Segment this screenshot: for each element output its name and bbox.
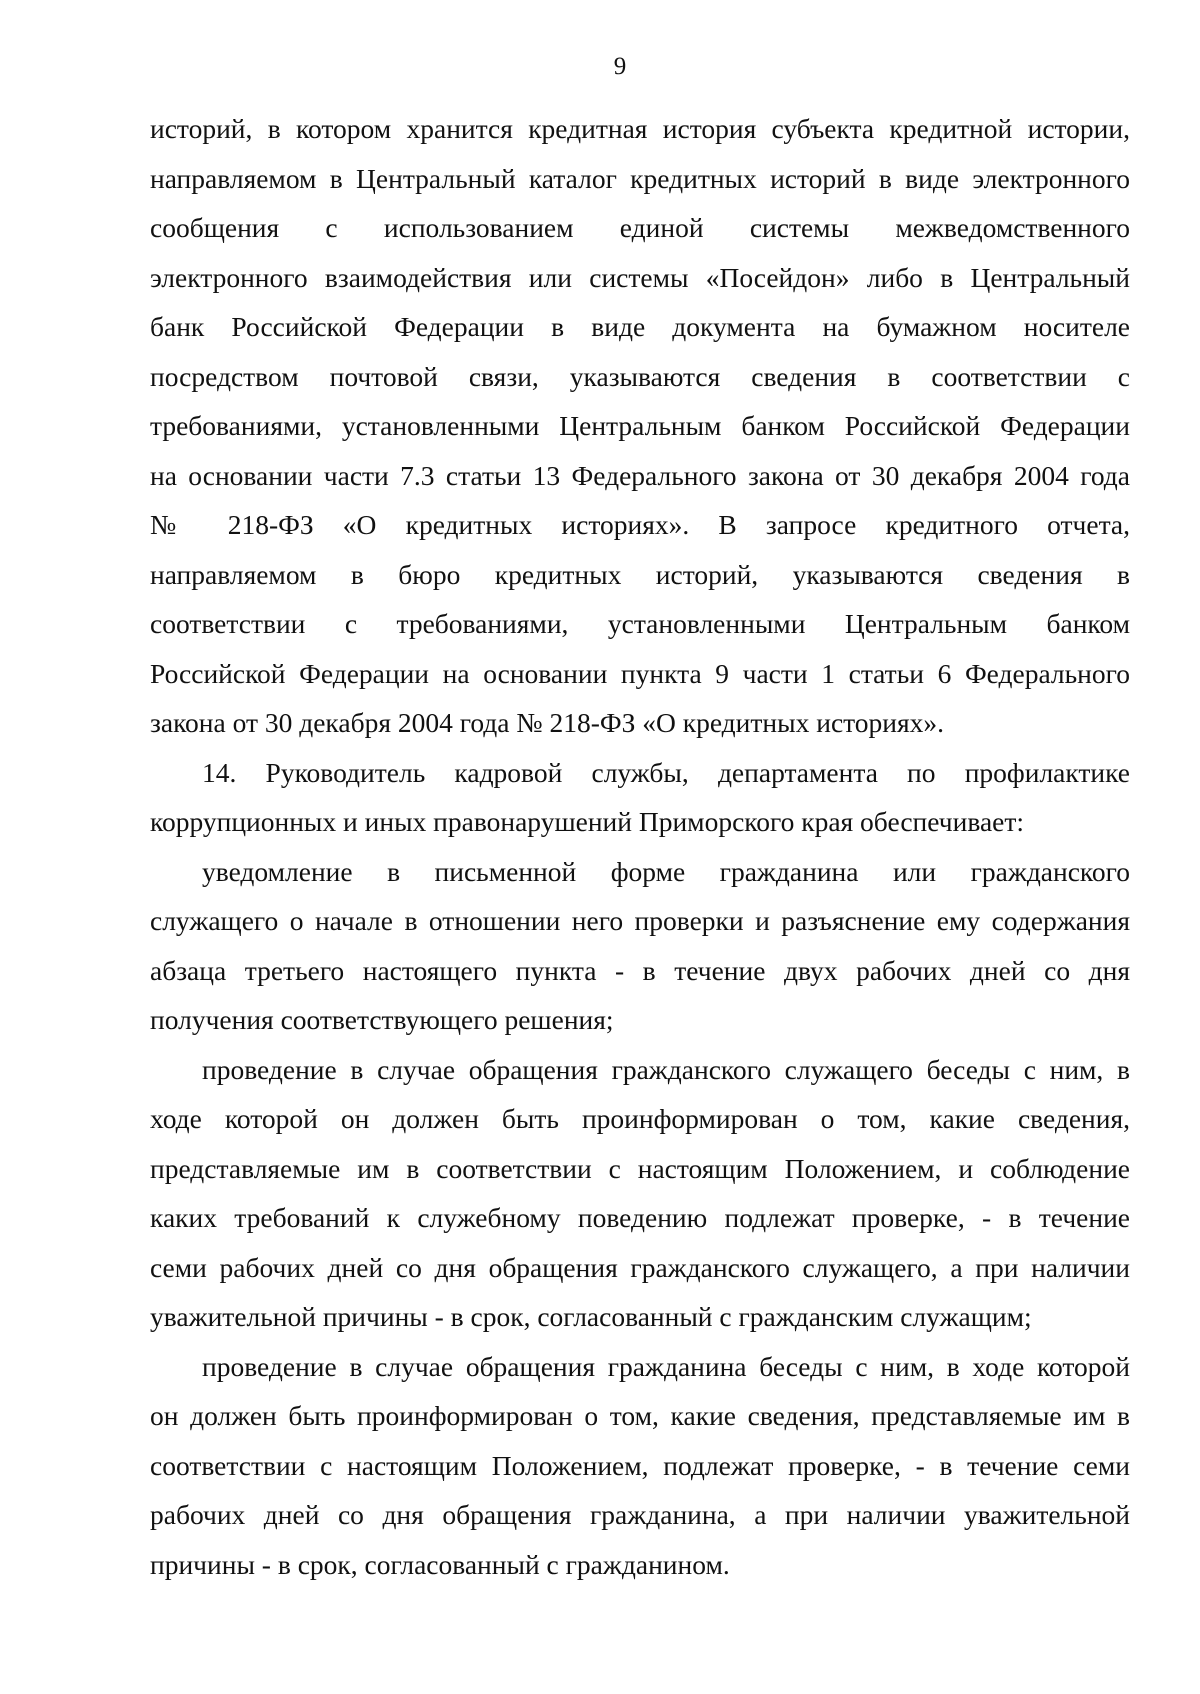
text-line: соответствии с требованиями, установленными Центральным банком [150,608,1130,639]
paragraph [150,1342,1130,1590]
text-line: коррупционных и иных правонарушений Приморского края обеспечивает: [150,806,1025,837]
text-line: закона от 30 декабря 2004 года № 218-ФЗ «О кредитных историях». [150,707,945,738]
text-line: посредством почтовой связи, указываются сведения в соответствии с [150,360,1130,392]
text-line: проведение в случае обращения гражданина беседы с ним, в ходе которой [202,1350,1130,1382]
page-number: 9 [613,53,627,80]
text-line: сообщения с использованием единой системы межведомственного [150,212,1130,243]
text-line: № 218-ФЗ «О кредитных историях». В запросе кредитного отчета, [150,509,1130,540]
text-line: требованиями, установленными Центральным банком Российской Федерации [150,410,1130,441]
text-line: представляемые им в соответствии с настоящим Положением, и соблюдение [150,1152,1130,1184]
text-line: ходе которой он должен быть проинформирован о том, какие сведения, [150,1103,1130,1134]
paragraph-item-14 [150,748,1130,847]
text-line: проведение в случае обращения гражданского служащего беседы с ним, в [202,1053,1130,1085]
text-line: причины - в срок, согласованный с гражданином. [150,1548,730,1580]
text-line: служащего о начале в отношении него проверки и разъяснение ему содержания [150,905,1130,936]
text-line: 14. Руководитель кадровой службы, департамента по профилактике [202,756,1130,788]
text-line: он должен быть проинформирован о том, какие сведения, представляемые им в [150,1400,1130,1431]
paragraph [150,1045,1130,1342]
text-line: каких требований к служебному поведению подлежат проверке, - в течение [150,1202,1130,1233]
text-line: направляемом в Центральный каталог кредитных историй в виде электронного [150,162,1130,194]
text-line: уведомление в письменной форме гражданина или гражданского [202,855,1130,887]
text-line: электронного взаимодействия или системы «Посейдон» либо в Центральный [150,261,1130,293]
text-line: историй, в котором хранится кредитная история субъекта кредитной истории, [150,113,1130,144]
document-body [150,104,1130,1589]
text-line: направляемом в бюро кредитных историй, указываются сведения в [150,558,1130,590]
text-line: уважительной причины - в срок, согласованный с гражданским служащим; [150,1301,1032,1332]
text-line: получения соответствующего решения; [150,1004,614,1035]
text-line: банк Российской Федерации в виде документа на бумажном носителе [150,311,1130,342]
text-line: рабочих дней со дня обращения гражданина, а при наличии уважительной [150,1499,1130,1530]
text-line: на основании части 7.3 статьи 13 Федерального закона от 30 декабря 2004 года [150,459,1130,491]
text-line: соответствии с настоящим Положением, подлежат проверке, - в течение семи [150,1449,1130,1481]
text-line: абзаца третьего настоящего пункта - в течение двух рабочих дней со дня [150,954,1130,986]
text-line: Российской Федерации на основании пункта 9 части 1 статьи 6 Федерального [150,657,1130,689]
paragraph [150,847,1130,1045]
text-line: семи рабочих дней со дня обращения гражданского служащего, а при наличии [150,1251,1130,1283]
paragraph [150,104,1130,748]
